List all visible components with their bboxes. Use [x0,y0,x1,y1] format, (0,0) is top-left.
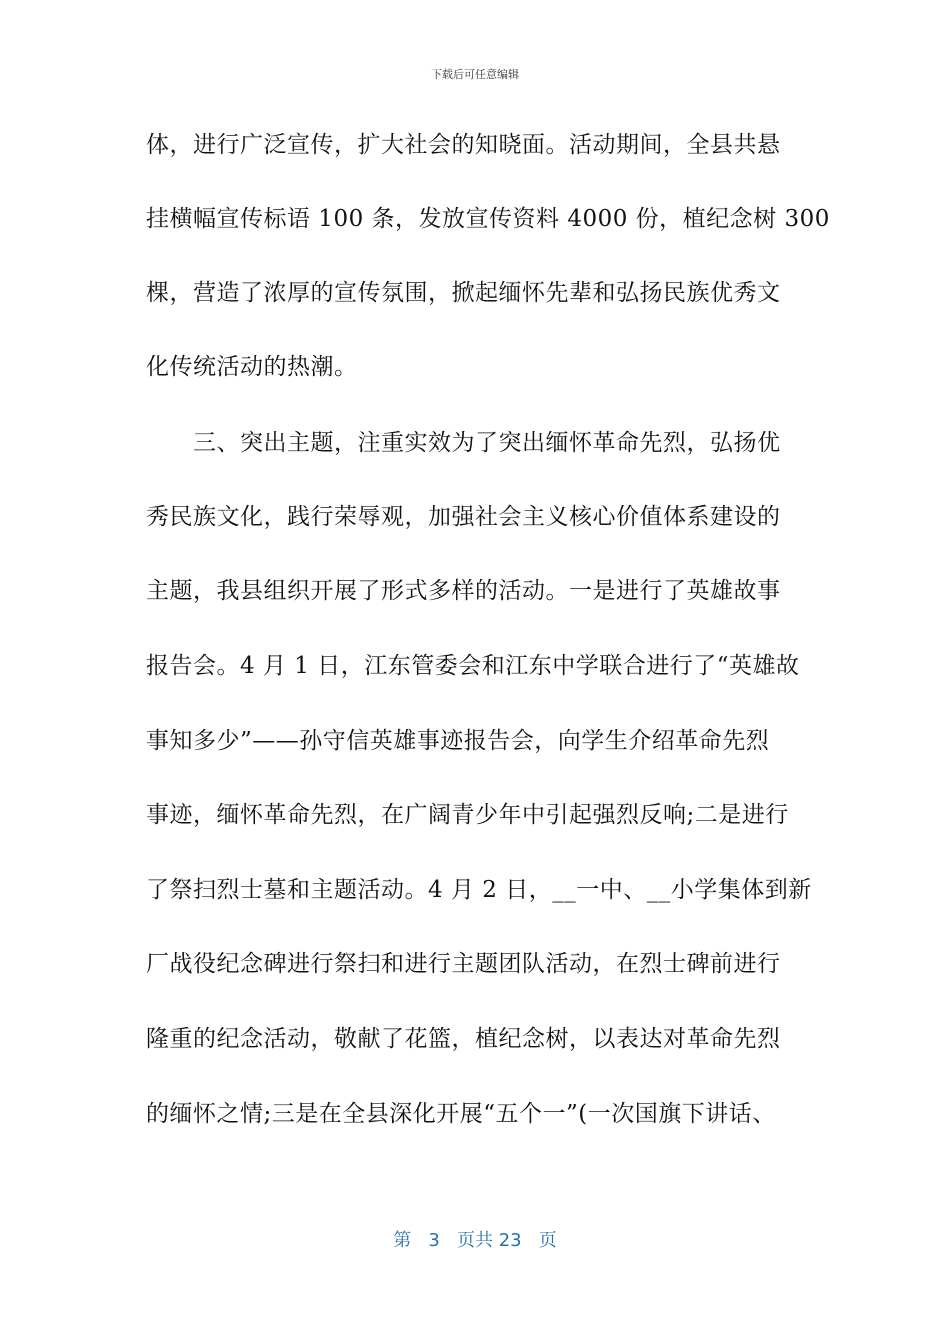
text-line: 化传统活动的热潮。 [146,354,358,380]
text-line: 事知多少”——孙守信英雄事迹报告会，向学生介绍革命先烈 [146,728,770,754]
text-line: 挂横幅宣传标语 100 条，发放宣传资料 4000 份，植纪念树 300 [146,206,830,232]
text-line: 体，进行广泛宣传，扩大社会的知晓面。活动期间，全县共悬 [146,132,781,158]
text-line: 秀民族文化，践行荣辱观，加强社会主义核心价值体系建设的 [146,504,781,530]
text-line: 厂战役纪念碑进行祭扫和进行主题团队活动，在烈士碑前进行 [146,951,781,977]
footer-current-page: 3 [428,1230,440,1251]
text-line: 了祭扫烈士墓和主题活动。4 月 2 日，__一中、__小学集体到新 [146,877,812,903]
text-line: 棵，营造了浓厚的宣传氛围，掀起缅怀先辈和弘扬民族优秀文 [146,280,781,306]
footer-label-page: 第 [393,1230,412,1251]
footer-label-total-suffix: 页 [538,1230,557,1251]
footer-total-pages: 23 [498,1230,522,1251]
paragraph-first-line: 三、突出主题，注重实效为了突出缅怀革命先烈，弘扬优 [193,430,781,456]
text-line: 事迹，缅怀革命先烈，在广阔青少年中引起强烈反响;二是进行 [146,802,789,828]
text-line: 报告会。4 月 1 日，江东管委会和江东中学联合进行了“英雄故 [146,653,800,679]
text-line: 主题，我县组织开展了形式多样的活动。一是进行了英雄故事 [146,578,781,604]
text-line: 隆重的纪念活动，敬献了花篮，植纪念树，以表达对革命先烈 [146,1026,781,1052]
page-header-note: 下载后可任意编辑 [431,68,519,81]
text-line: 的缅怀之情;三是在全县深化开展“五个一”(一次国旗下讲话、 [146,1101,776,1127]
footer-label-total-prefix: 页共 [456,1230,493,1251]
page-footer [0,1226,950,1252]
